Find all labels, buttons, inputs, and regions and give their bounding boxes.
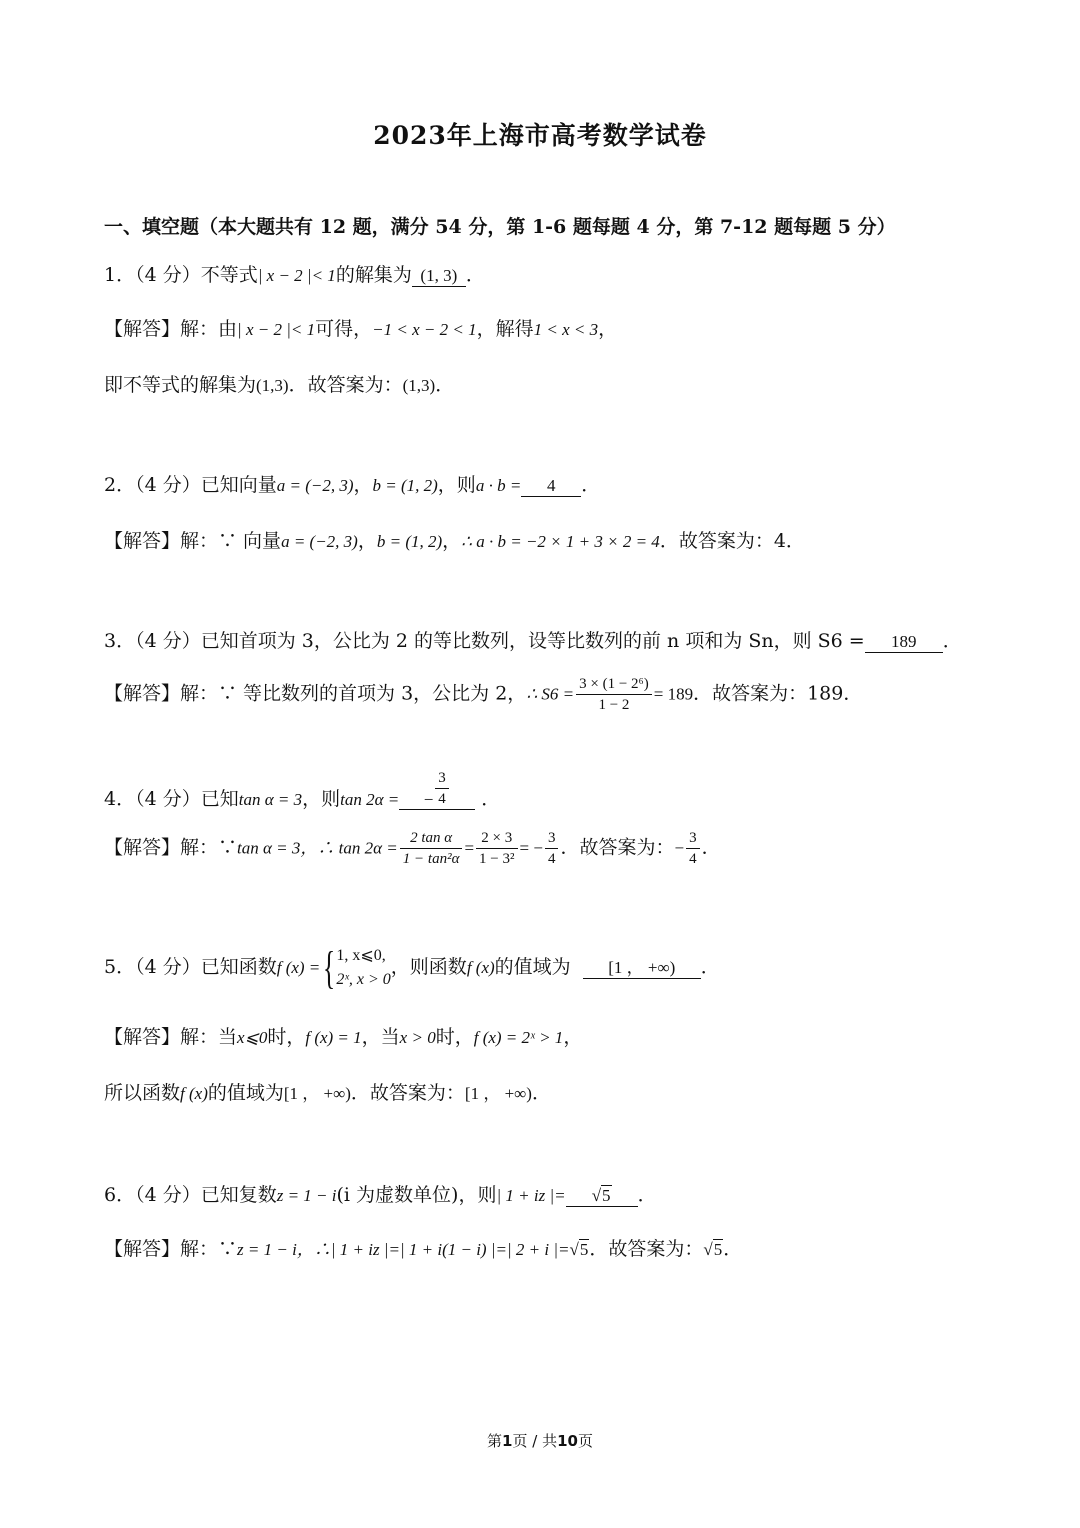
q4-fraction-3 [545,828,559,869]
q6-solution-label: 【解答】 [104,1238,181,1260]
q4-ans-num: 3 [686,828,700,849]
q4-then: ，则 [302,788,341,810]
q2-vector-a: a = (−2, 3) [276,476,354,495]
q4-f2-num: 2 × 3 [476,828,517,849]
q1-sol-expr: (1,3) [256,376,289,395]
q2-solution-label: 【解答】 [104,530,181,552]
question-2: 2．（4 分）已知向量a = (−2, 3)，b = (1, 2)，则a · b = 4 ． [104,474,601,496]
q2-prefix: 2．（4 分）已知向量 [104,474,277,496]
q4-f3-den: 4 [547,851,556,867]
q3-frac-den: 1 − 2 [598,697,630,713]
question-3: 3．（4 分）已知首项为 3，公比为 2 的等比数列，设等比数列的前 n 项和为 Sn，则 S6 = 189 ． [104,630,962,652]
q6-sol-calc: ，∴| 1 + iz |=| 1 + i(1 − i) |=| 2 + i |= [296,1240,570,1259]
q4-sol-text: ．故答案为： [560,836,675,859]
q1-solution-line1 [104,316,617,343]
q1-sol-answer: (1,3) [402,376,436,395]
q2-then: ，则 [437,474,476,496]
section-header: 一、填空题（本大题共有 12 题，满分 54 分，第 1-6 题每题 4 分，第 7-12 题每题 5 分） [104,216,896,238]
q6-sol-text: 解：∵ [180,1238,238,1260]
q5-sol-text: 所以函数 [104,1082,181,1104]
q6-sol-z: z = 1 − i [237,1240,297,1259]
q6-answer-radicand: 5 [602,1186,611,1205]
q1-prefix: 1．（4 分）不等式 [104,264,258,286]
q5-sol-text: 时， [267,1026,306,1048]
q3-sol-text: 解：∵ 等比数列的首项为 3，公比为 2， [180,682,527,705]
q4-solution: 【解答】解：∵tan α = 3，∴ tan 2α = $\frac{\text{2 tan α}}{\text{1 − tan²α}}$ = $\frac{2 \times 3}{\text{1 − 3²}}$ = − $\frac{3}{4}$ ．故答案为：− $\frac{3}{4}$ ． [104,830,721,867]
question-6: 6．（4 分）已知复数z = 1 − i(i 为虚数单位)，则| 1 + iz |= √5 ． [104,1184,657,1206]
q3-solution-label: 【解答】 [104,682,181,705]
q5-sol-text: ，当 [361,1026,400,1048]
q1-sol-expr: −1 < x − 2 < 1 [372,320,477,339]
q4-f3-num: 3 [545,828,559,849]
q2-sol-vector-a: a = (−2, 3) [281,532,358,551]
q3-sol-rhs: = 189 [653,684,694,704]
page-title: 2023年上海市高考数学试卷 [373,121,707,150]
q4-sol-then: ，∴ tan 2α = [300,838,398,858]
q1-answer: (1, 3) [412,266,466,287]
q1-solution-label: 【解答】 [104,318,181,340]
q3-answer: 189 [865,632,943,653]
footer-suffix: 页 [577,1432,593,1450]
q4-fraction-2 [476,828,517,869]
q6-mid: (i 为虚数单位)，则 [336,1184,497,1206]
q6-answer: √5 [566,1186,638,1207]
q5-sol-text: ．故答案为： [350,1082,465,1104]
q1-solution-line2 [104,372,454,399]
q5-sol-range: [1 ， +∞) [283,1084,351,1103]
q2-expr: a · b = [475,476,522,495]
q1-sol-text: 可得， [315,318,373,340]
q1-expr: | x − 2 |< 1 [257,266,336,285]
q3-frac-num: 3 × (1 − 2⁶) [576,674,652,695]
q3-sol-lhs: ∴ S6 = [526,684,575,704]
q3-text: 3．（4 分）已知首项为 3，公比为 2 的等比数列，设等比数列的前 n 项和为 Sn，则 S6 = [104,630,865,652]
q6-sol-root: 5 [579,1240,589,1259]
q2-solution: 【解答】解：∵ 向量a = (−2, 3)，b = (1, 2)，∴ a · b = −2 × 1 + 3 × 2 = 4．故答案为：4． [104,530,805,552]
q5-sol-text: ， [563,1026,583,1048]
q5-mid-2: 的值域为 [494,956,571,978]
q5-solution-line2 [104,1080,551,1107]
q1-sol-expr: | x − 2 |< 1 [237,320,316,339]
q4-answer-num: 3 [435,768,449,789]
q6-sol-text: ．故答案为： [589,1238,704,1260]
q1-sol-expr: 1 < x < 3 [533,320,599,339]
q1-sol-text: ， [598,318,618,340]
q4-sol-text: 解：∵ [180,836,238,859]
q2-sol-vector-b: b = (1, 2) [376,532,443,551]
q5-brace: { [323,942,336,993]
q4-f1-den: 1 − tan²α [402,851,460,867]
q5-sol-text: 时， [435,1026,474,1048]
q6-z: z = 1 − i [276,1186,337,1205]
q1-sol-text: ． [435,374,455,396]
q2-vector-b: b = (1, 2) [372,476,438,495]
q1-sol-text: ．故答案为： [288,374,403,396]
q1-sol-text: ，解得 [476,318,534,340]
q4-ans-den: 4 [689,851,697,867]
q4-solution-label: 【解答】 [104,836,181,859]
q4-f1-num: 2 tan α [400,828,463,849]
q4-prefix: 4．（4 分）已知 [104,788,239,810]
q6-expr: | 1 + iz |= [496,1186,566,1205]
q4-answer-den: 4 [438,791,446,807]
q2-sol-calc: ∴ a · b = −2 × 1 + 3 × 2 = 4 [461,532,660,551]
q1-sol-text: 解：由 [180,318,238,340]
q3-sol-text: ．故答案为：189． [693,682,863,705]
q5-mid: ，则函数 [390,956,467,978]
q4-given: tan α = 3 [238,790,303,809]
q5-cases [336,944,390,992]
page-footer [0,1430,1080,1451]
q5-sol-text: 解：当 [180,1026,238,1048]
q5-sol-eq-2: f (x) = 2ˣ > 1 [473,1028,564,1047]
q5-case-2: 2ˣ, x > 0 [336,971,391,988]
q5-solution-label: 【解答】 [104,1026,181,1048]
footer-prefix: 第 [487,1432,503,1450]
q4-answer: − $\frac{3}{4}$ [399,768,475,810]
q5-func: f (x) = [276,958,321,977]
q1-sol-text: 即不等式的解集为 [104,374,257,396]
footer-total-pages: 10 [557,1432,578,1450]
q5-answer: [1 ， +∞) [583,958,701,979]
q4-sol-given: tan α = 3 [237,838,301,858]
q5-sol-cond-2: x > 0 [399,1028,436,1047]
q2-answer: 4 [521,476,581,497]
q5-sol-cond-1: x⩽0 [237,1028,268,1047]
q6-sol-text: ． [723,1238,743,1260]
question-5: 5．（4 分）已知函数f (x) ={ 1, x⩽0, 2ˣ, x > 0 ，则函数f (x)的值域为 [1 ， +∞) ． [104,942,720,993]
q5-case-1: 1, x⩽0, [336,947,386,964]
question-4: 4．（4 分）已知tan α = 3，则tan 2α = − $\frac{3}{4}$ ． [104,770,501,810]
q5-sol-text: 的值域为 [207,1082,284,1104]
q5-solution-line1 [104,1024,582,1051]
q5-sol-func: f (x) [180,1084,208,1103]
q5-func-2: f (x) [466,958,495,977]
q5-sol-eq-1: f (x) = 1 [305,1028,362,1047]
q5-prefix: 5．（4 分）已知函数 [104,956,277,978]
q6-sol-answer: 5 [713,1240,723,1259]
footer-mid: 页 / 共 [512,1432,558,1450]
q3-solution [104,674,862,715]
q4-expr: tan 2α = [340,790,400,809]
q4-sol-answer [686,828,700,869]
q5-sol-text: ． [531,1082,551,1104]
q2-sol-text: ．故答案为：4． [659,530,805,552]
q1-mid: 的解集为 [335,264,412,286]
q4-f2-den: 1 − 3² [479,851,515,867]
q2-sol-text: 解：∵ 向量 [180,530,282,552]
q6-solution: 【解答】解：∵z = 1 − i，∴| 1 + iz |=| 1 + i(1 − i) |=| 2 + i |=√5．故答案为：√5． [104,1238,743,1260]
q5-sol-answer: [1 ， +∞) [464,1084,532,1103]
question-1: 1．（4 分）不等式| x − 2 |< 1的解集为 (1, 3) ． [104,264,485,286]
q6-prefix: 6．（4 分）已知复数 [104,1184,277,1206]
q3-sol-fraction [576,674,652,715]
footer-page-number: 1 [502,1432,513,1450]
q4-fraction-1 [400,828,463,869]
